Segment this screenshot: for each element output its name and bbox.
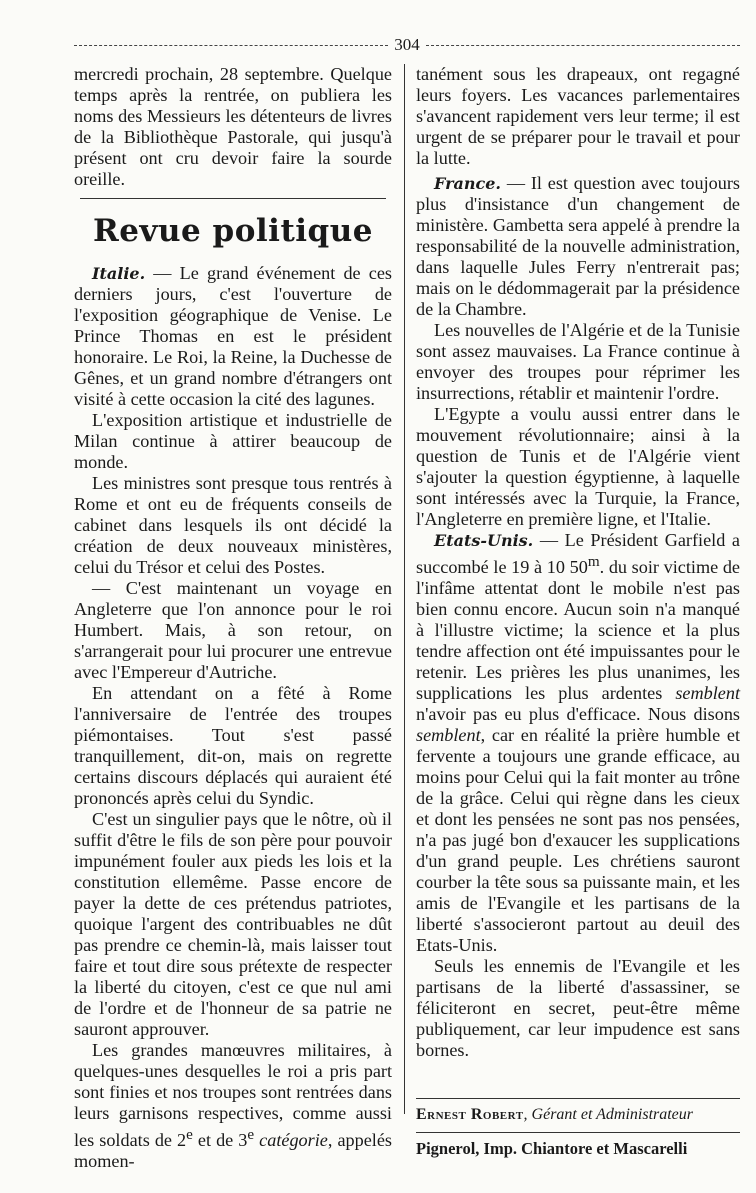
left-column: [74, 64, 392, 1172]
section-title: Revue politique: [93, 213, 373, 249]
italie-paragraph: [74, 263, 392, 410]
paragraph-voyage: — C'est maintenant un voyage en Angleterre que l'on annonce pour le roi Humbert. Mais, à son retour, on s'arrangerait pour lui procurer une entrevue avec l'Empereur d'Autriche.: [74, 578, 392, 682]
superscript-e: e: [247, 1126, 255, 1143]
superscript-m: m: [587, 553, 600, 570]
right-column: [416, 64, 740, 1061]
paragraph-algerie: Les nouvelles de l'Algérie et de la Tunisie sont assez mauvaises. La France continue à envoyer des troupes pour réprimer les insurrections, rétablir et maintenir l'ordre.: [416, 320, 740, 403]
editor-name: Ernest Robert: [416, 1106, 524, 1123]
etats-text-2: . du soir victime de l'infâme attentat dont le mobile n'est pas bien connu encore. Aucun soin n'a manqué à l'illustre victime; la science et la plus tendre affection ont été impuissantes pour le retenir. Les prières les plus unanimes, les supplications les plus ardentes: [416, 557, 740, 704]
paragraph-milan: L'exposition artistique et industrielle de Milan continue à attirer beaucoup de monde.: [74, 410, 392, 472]
manoeuvres-text-start: Les grandes manœuvres militaires, à quelques-unes desquelles le roi a pris part sont finies et nos troupes sont rentrées dans leurs garnisons respectives, comme aussi les soldats de 2: [74, 1040, 392, 1151]
paragraph-ministres: Les ministres sont presque tous rentrés à Rome et ont eu de fréquents conseils de cabinet dans lesquels ils ont décidé la création de deux nouveaux ministères, celui du Trésor et celui des Postes.: [74, 473, 392, 577]
continuation-paragraph: tanément sous les drapeaux, ont regagné leurs foyers. Les vacances parlementaires s'avancent rapidement vers leur terme; il est urgent de se préparer pour le travail et pour la lutte.: [416, 64, 740, 168]
etats-text-3: n'avoir pas eu plus d'efficace. Nous disons: [416, 704, 740, 725]
header-rule-left: [74, 45, 388, 46]
manoeuvres-text-mid: et de 3: [192, 1130, 248, 1151]
page-header: [74, 34, 740, 56]
intro-paragraph: mercredi prochain, 28 septembre. Quelque temps après la rentrée, on publiera les noms des Messieurs les détenteurs de livres de la Bibliothèque Pastorale, qui jusqu'à présent ont cru devoir faire la sourde oreille.: [74, 64, 392, 189]
page-number: 304: [394, 35, 420, 54]
france-paragraph: [416, 173, 740, 320]
paragraph-manoeuvres: [74, 1040, 392, 1172]
france-label: France.: [434, 174, 501, 193]
paragraph-egypte: L'Egypte a voulu aussi entrer dans le mouvement révolutionnaire; ainsi à la question de Tunis et de l'Algérie vient s'ajouter la question égyptienne, à laquelle sont intéressés avec la Turquie, la France, l'Angleterre en première ligne, et l'Italie.: [416, 404, 740, 529]
etats-text-1: — Le Président Garfield a succombé le 19 à 10 50: [416, 530, 740, 578]
manoeuvres-text-end: , appelés momen-: [74, 1130, 392, 1172]
section-separator: [80, 198, 386, 199]
etats-unis-label: Etats-Unis.: [434, 531, 534, 550]
italie-text: — Le grand événement de ces derniers jours, c'est l'ouverture de l'exposition géographique de Venise. Le Prince Thomas en est le président honoraire. Le Roi, la Reine, la Duchesse de Gênes, et un grand nombre d'étrangers ont visité à cette occasion la cité des lagunes.: [74, 263, 392, 409]
paragraph-final: Seuls les ennemis de l'Evangile et les partisans de la liberté d'assassiner, se féliciteront en secret, peut-être même publiquement, car leur impudence est sans bornes.: [416, 956, 740, 1061]
column-divider: [404, 64, 405, 1114]
semblent-italic: semblent: [416, 725, 481, 746]
categorie-italic: catégorie: [259, 1130, 328, 1151]
header-rule-right: [426, 45, 740, 46]
editor-role: , Gérant et Administrateur: [523, 1106, 694, 1123]
paragraph-pays: C'est un singulier pays que le nôtre, où il suffit d'être le fils de son père pour pouvoir impunément fouler aux pieds les lois et la constitution ellemême. Passe encore de payer la dette de ces prétendus patriotes, quoique l'argent des contribuables ne dût pas prendre ce chemin-là, mais laisser tout faire et tout dire sous prétexte de respecter la liberté du citoyen, c'est ce que nul ami de l'ordre et de l'honneur de sa patrie ne sauront approuver.: [74, 809, 392, 1039]
editor-line: [416, 1098, 740, 1125]
semblent-italic: semblent: [675, 683, 740, 704]
etats-unis-paragraph: [416, 530, 740, 956]
etats-text-4: , car en réalité la prière humble et fervente a toujours une grande efficace, au moins pour Celui qui la fait monter au trône de la grâce. Celui qui règne dans les cieux et dont les pensées ne sont pas nos pensées, n'a pas jugé bon d'exaucer les supplications d'un grand peuple. Les chrétiens sauront courber la tête sous sa puissante main, et les amis de l'Evangile et les partisans de la liberté s'associeront partout au deuil des Etats-Unis.: [416, 725, 740, 956]
italie-label: Italie.: [92, 264, 146, 283]
superscript-e: e: [186, 1126, 193, 1143]
printer-line: Pignerol, Imp. Chiantore et Mascarelli: [416, 1132, 740, 1159]
france-text: — Il est question avec toujours plus d'insistance d'un changement de ministère. Gambetta sera appelé à prendre la responsabilité de la nouvelle administration, dans laquelle Jules Ferry n'entrerait pas; mais on le dédommagerait par la présidence de la Chambre.: [416, 173, 740, 319]
paragraph-anniversaire: En attendant on a fêté à Rome l'anniversaire de l'entrée des troupes piémontaises. Tout s'est passé tranquillement, dit-on, mais on regrette certains discours déplacés qui auraient été prononcés après celui du Syndic.: [74, 683, 392, 808]
